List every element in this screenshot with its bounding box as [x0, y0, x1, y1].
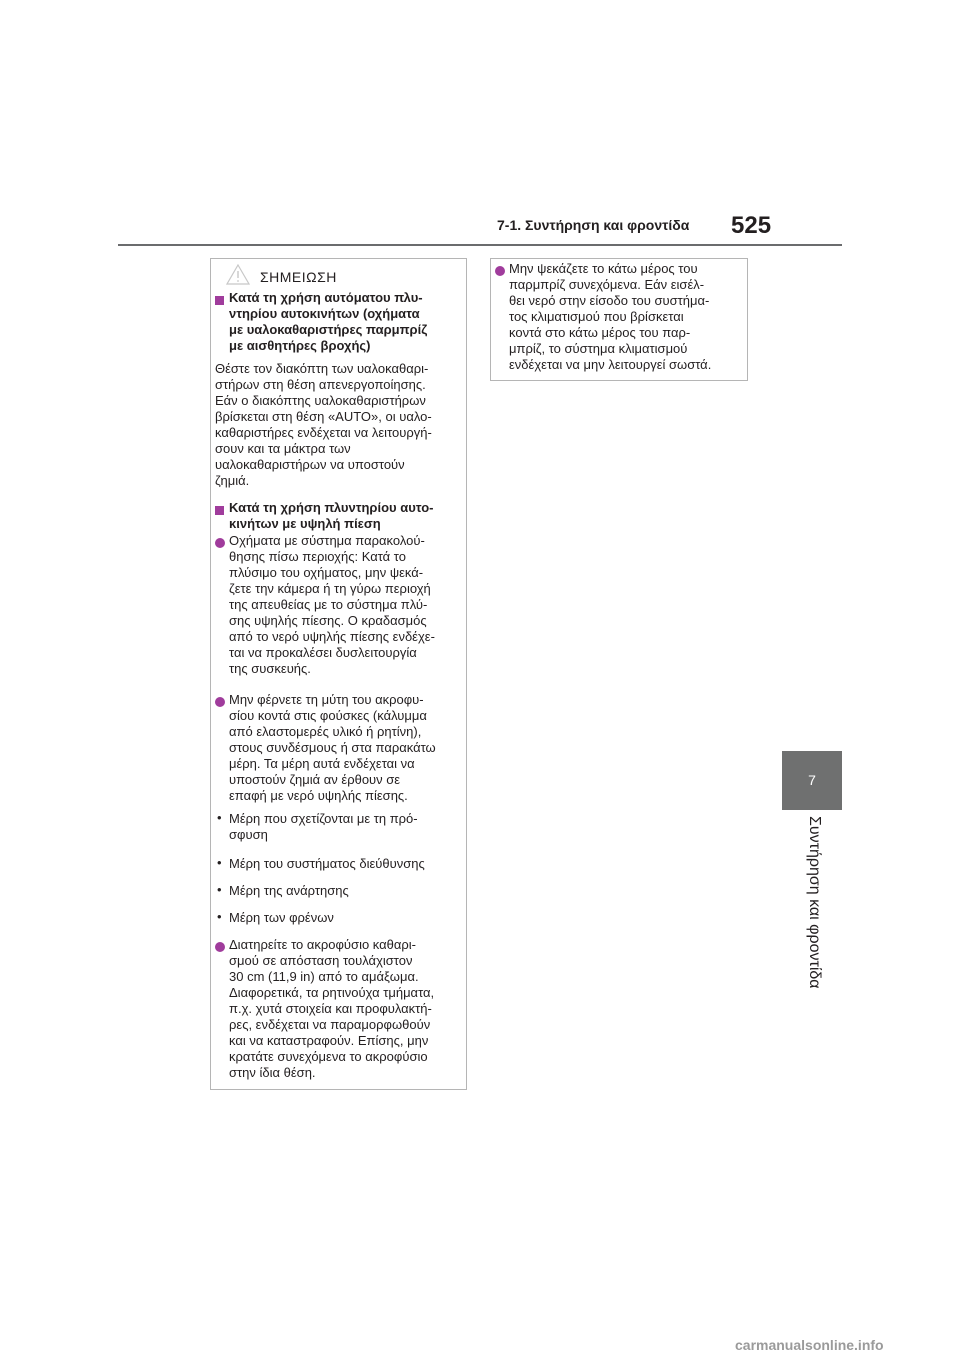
chapter-title-vertical: Συντήρηση και φροντίδα: [806, 816, 823, 989]
section-title: 7-1. Συντήρηση και φροντίδα: [497, 217, 690, 233]
sub-list-item: Μέρη που σχετίζονται με τη πρό- σφυση: [229, 811, 418, 842]
round-bullet-icon: [495, 266, 505, 276]
section-body: Θέστε τον διακόπτη των υαλοκαθαρι- στήρων στη θέση απενεργοποίησης. Εάν ο διακόπτης υαλοκαθαριστήρων βρίσκεται στη θέση «AUTO», οι υαλο- καθαριστήρες ενδέχεται να λειτουργή- σουν και τα μάκτρα των υαλοκαθαριστήρων να υποστούν ζημιά.: [215, 361, 432, 488]
chapter-tab: 7: [782, 751, 842, 810]
round-bullet-icon: [215, 942, 225, 952]
page-number: 525: [731, 212, 772, 239]
section-heading: Κατά τη χρήση πλυντηρίου αυτο- κινήτων με υψηλή πίεση: [229, 500, 434, 531]
sub-list-item: Μέρη των φρένων: [229, 910, 334, 925]
section-heading: Κατά τη χρήση αυτόματου πλυ- ντηρίου αυτοκινήτων (οχήματα με υαλοκαθαριστήρες παρμπρίζ με αισθητήρες βροχής): [229, 290, 428, 353]
round-bullet-icon: [215, 538, 225, 548]
round-bullet-icon: [215, 697, 225, 707]
watermark: carmanualsonline.info: [735, 1337, 884, 1353]
dot-bullet: •: [217, 909, 222, 924]
list-item: Μην ψεκάζετε το κάτω μέρος του παρμπρίζ συνεχόμενα. Εάν εισέλ- θει νερό στην είσοδο του συστήμα- τος κλιματισμού που βρίσκεται κοντά στο κάτω μέρος του παρ- μπρίζ, το σύστημα κλιματισμού ενδέχεται να μην λειτουργεί σωστά.: [509, 261, 712, 372]
notice-title: ΣΗΜΕΙΩΣΗ: [260, 269, 337, 285]
dot-bullet: •: [217, 810, 222, 825]
dot-bullet: •: [217, 882, 222, 897]
sub-list-item: Μέρη του συστήματος διεύθυνσης: [229, 856, 425, 871]
square-bullet-icon: [215, 506, 224, 515]
header-divider: [118, 244, 842, 246]
list-item: Οχήματα με σύστημα παρακολού- θησης πίσω περιοχής: Κατά το πλύσιμο του οχήματος, μην ψεκά- ζετε την κάμερα ή τη γύρω περιοχή της απευθείας με το σύστημα πλύ- σης υψηλής πίεσης. Ο κραδασμός από το νερό υψηλής πίεσης ενδέχε- ται να προκαλέσει δυσλειτουργία της συσκευής.: [229, 533, 435, 676]
warning-triangle-icon: [226, 264, 250, 290]
list-item: Διατηρείτε το ακροφύσιο καθαρι- σμού σε απόσταση τουλάχιστον 30 cm (11,9 in) από το αμάξωμα. Διαφορετικά, τα ρητινούχα τμήματα, π.χ. χυτά στοιχεία και προφυλακτή- ρες, ενδέχεται να παραμορφωθούν και να καταστραφούν. Επίσης, μην κρατάτε συνεχόμενα το ακροφύσιο στην ίδια θέση.: [229, 937, 435, 1080]
notice-header: [226, 264, 337, 290]
list-item: Μην φέρνετε τη μύτη του ακροφυ- σίου κοντά στις φούσκες (κάλυμμα από ελαστομερές υλικό ή ρητίνη), στους συνδέσμους ή στα παρακάτω μέρη. Τα μέρη αυτά ενδέχεται να υποστούν ζημιά αν έρθουν σε επαφή με νερό υψηλής πίεσης.: [229, 692, 436, 803]
dot-bullet: •: [217, 855, 222, 870]
sub-list-item: Μέρη της ανάρτησης: [229, 883, 349, 898]
square-bullet-icon: [215, 296, 224, 305]
